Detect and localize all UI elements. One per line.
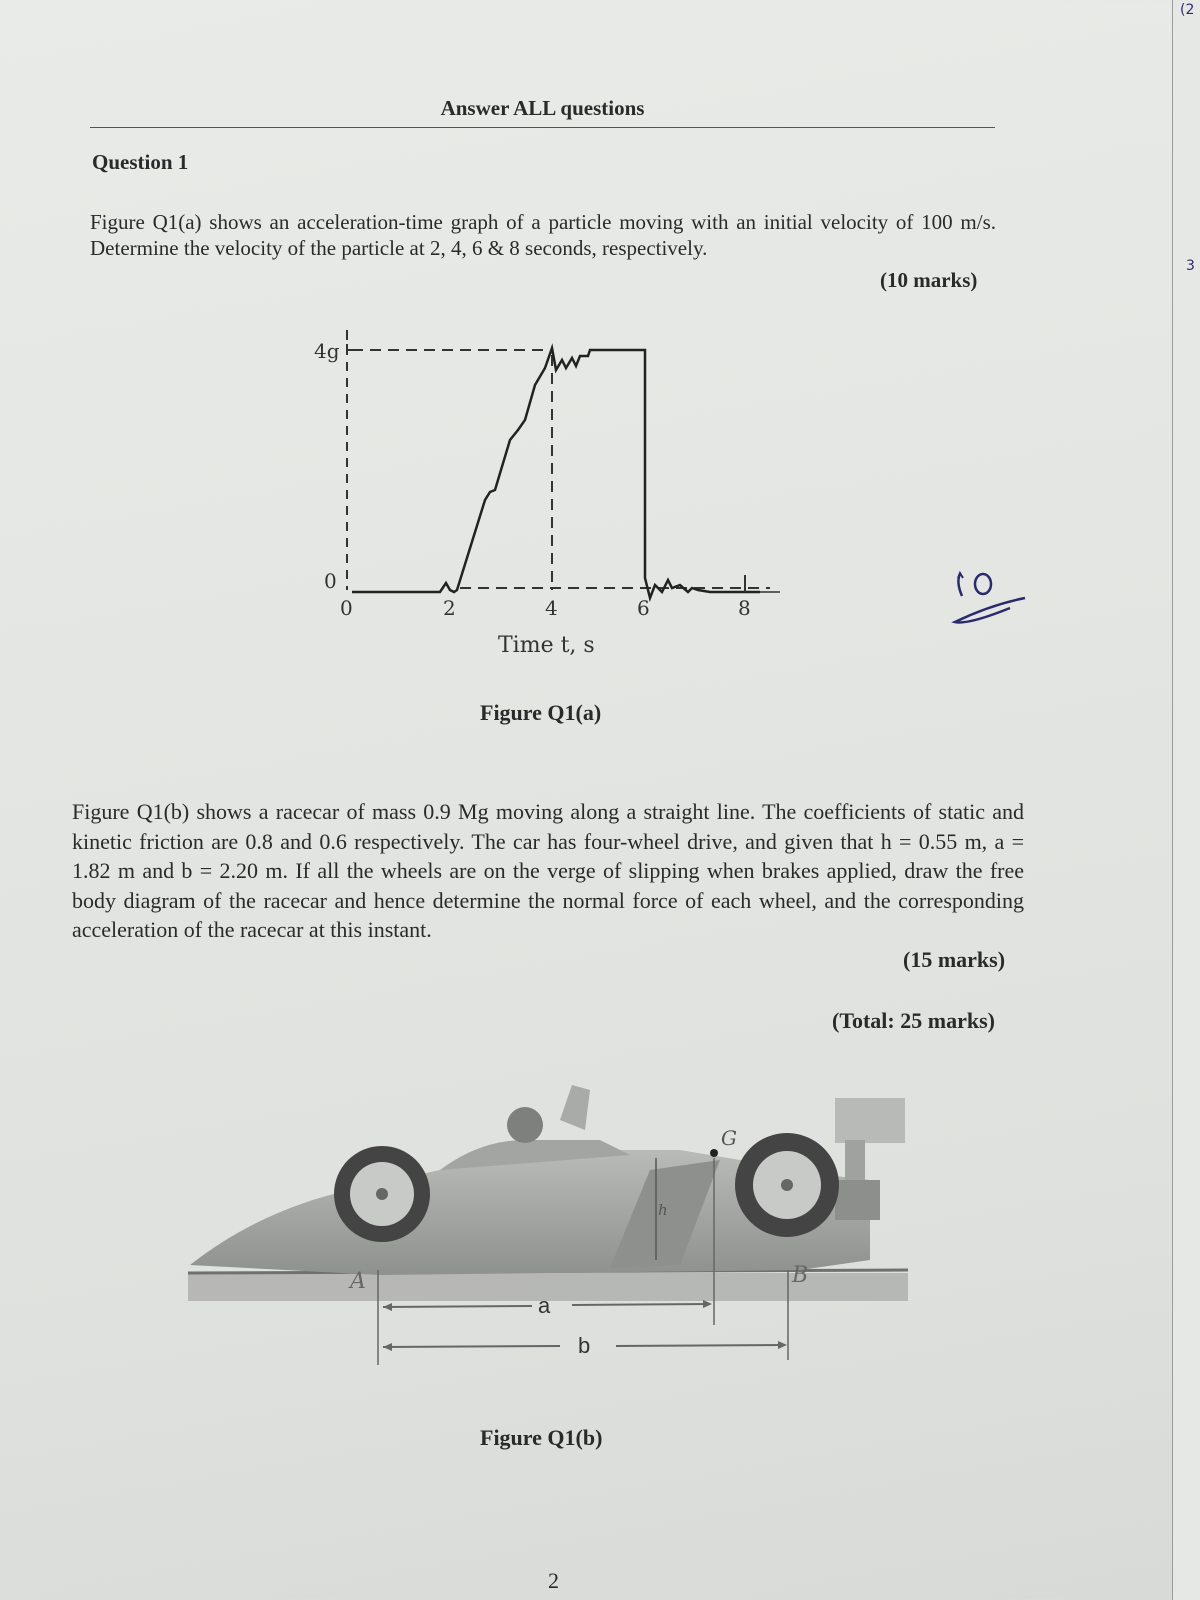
- total-marks: (Total: 25 marks): [832, 1008, 995, 1033]
- label-b-wheel: B: [792, 1263, 809, 1288]
- racecar-figure: [180, 1080, 920, 1385]
- x-tick-0: 0: [340, 596, 353, 620]
- x-tick-4: 4: [545, 596, 558, 620]
- figure-a-caption: Figure Q1(a): [480, 700, 602, 725]
- question-title: Question 1: [92, 150, 189, 174]
- y-tick-4g: 4g: [314, 339, 340, 363]
- page-number: 2: [548, 1568, 559, 1593]
- part-a-marks: (10 marks): [880, 268, 978, 292]
- dimension-a: a: [538, 1293, 551, 1318]
- edge-handwriting-mid: 3: [1186, 258, 1195, 274]
- page-header: Answer ALL questions: [440, 96, 645, 120]
- y-tick-0: 0: [324, 569, 337, 593]
- label-h: h: [658, 1201, 668, 1219]
- x-tick-6: 6: [637, 596, 650, 620]
- part-a-text: Figure Q1(a) shows an acceleration-time graph of a particle moving with an initial velocity of 100 m/s. Determine the velocity of the particle at 2, 4, 6 & 8 seconds, respectively.: [90, 210, 996, 260]
- handwritten-score: [950, 570, 1040, 645]
- figure-b-caption: Figure Q1(b): [480, 1425, 603, 1450]
- part-b-marks: (15 marks): [903, 947, 1006, 972]
- label-g: G: [721, 1126, 737, 1150]
- acceleration-time-chart: [300, 330, 780, 665]
- x-tick-2: 2: [443, 596, 456, 620]
- dimension-b: b: [578, 1333, 591, 1358]
- label-a-wheel: A: [350, 1269, 366, 1294]
- adjacent-page-edge: [1172, 0, 1200, 1600]
- header-divider: [90, 127, 995, 128]
- x-axis-label: Time t, s: [498, 633, 595, 658]
- x-tick-8: 8: [738, 596, 751, 620]
- part-b-text: Figure Q1(b) shows a racecar of mass 0.9 Mg moving along a straight line. The coefficients of static and kinetic friction are 0.8 and 0.6 respectively. The car has four-wheel drive, and given that h = 0.55 m, a = 1.82 m and b = 2.20 m. If all the wheels are on the verge of slipping when brakes applied, draw the free body diagram of the racecar and hence determine the normal force of each wheel, and the corresponding acceleration of the racecar at this instant.: [72, 799, 1024, 942]
- svg-text:10: 10: [950, 570, 951, 571]
- edge-handwriting-top: (2: [1180, 2, 1195, 18]
